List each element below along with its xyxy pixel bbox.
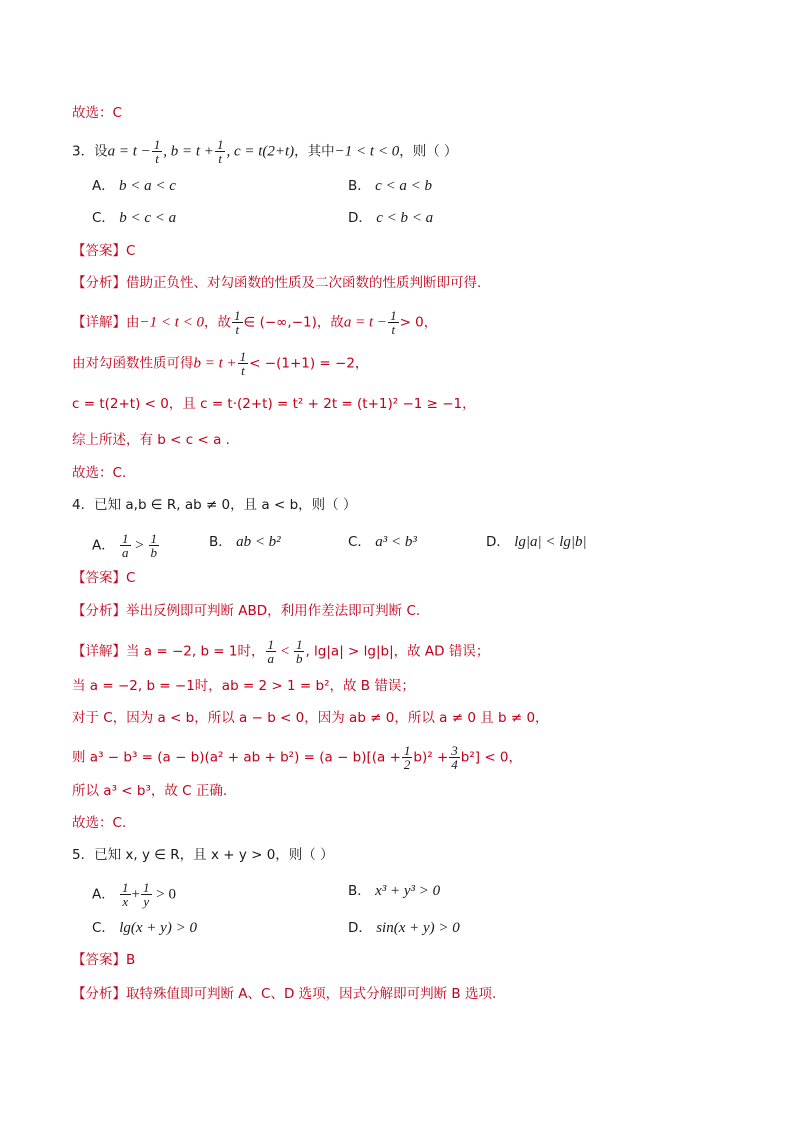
q3-choose: 故选：C. <box>72 465 127 481</box>
q5-analysis: 【分析】取特殊值即可判断 A、C、D 选项，因式分解即可判断 B 选项. <box>72 986 497 1002</box>
q4-option-b[interactable]: B． ab < b² <box>209 534 281 550</box>
q4-detail-line-5: 所以 a³ < b³，故 C 正确. <box>72 783 228 799</box>
q4-detail-line-2: 当 a = −2, b = −1时，ab = 2 > 1 = b²，故 B 错误； <box>72 678 415 694</box>
q3-detail-line-1: 【详解】由−1 < t < 0，故 $\frac{1}{t}$ ∈ (−∞,−1)，故a = t − $\frac{1}{t}$ > 0， <box>72 308 438 337</box>
q3-answer: 【答案】C <box>72 243 136 259</box>
q4-analysis: 【分析】举出反例即可判断 ABD，利用作差法即可判断 C. <box>72 603 421 619</box>
q3-option-a[interactable]: A． b < a < c <box>92 178 176 194</box>
q5-answer: 【答案】B <box>72 952 136 968</box>
q5-option-b[interactable]: B． x³ + y³ > 0 <box>348 883 441 899</box>
q4-option-a[interactable]: A． $\frac{1}{a}$ > $\frac{1}{b}$ <box>92 531 158 560</box>
q4-choose: 故选：C. <box>72 815 127 831</box>
q5-option-a[interactable]: A． $\frac{1}{x}$ + $\frac{1}{y}$ > 0 <box>92 880 176 909</box>
q4-stem: 4．已知 a,b ∈ R, ab ≠ 0，且 a < b，则（ ） <box>72 497 357 513</box>
q3-detail-line-4: 综上所述，有 b < c < a . <box>72 432 230 448</box>
q4-detail-line-3: 对于 C，因为 a < b，所以 a − b < 0，因为 ab ≠ 0，所以 a ≠ 0 且 b ≠ 0， <box>72 710 549 726</box>
q3-option-c[interactable]: C． b < c < a <box>92 210 177 226</box>
q4-detail-line-1: 【详解】当 a = −2, b = 1时， $\frac{1}{a}$ < $\frac{1}{b}$ , lg|a| > lg|b|，故 AD 错误； <box>72 637 490 666</box>
q3-option-b[interactable]: B． c < a < b <box>348 178 432 194</box>
q3-detail-line-2: 由对勾函数性质可得b = t + $\frac{1}{t}$ < −(1+1) = −2， <box>72 349 369 378</box>
q3-stem: 3．设a = t − $\frac{1}{t}$ , b = t + $\frac{1}{t}$ , c = t(2+t)，其中−1 < t < 0，则（ ） <box>72 137 458 166</box>
q5-option-c[interactable]: C． lg(x + y) > 0 <box>92 920 197 936</box>
q3-option-d[interactable]: D． c < b < a <box>348 210 434 226</box>
q3-analysis: 【分析】借助正负性、对勾函数的性质及二次函数的性质判断即可得. <box>72 275 482 291</box>
q4-detail-line-4: 则 a³ − b³ = (a − b)(a² + ab + b²) = (a − b)[(a + $\frac{1}{2}$ b)² + $\frac{3}{4}$ b²] < 0， <box>72 743 523 772</box>
q4-option-d[interactable]: D． lg|a| < lg|b| <box>486 534 587 550</box>
q5-option-d[interactable]: D． sin(x + y) > 0 <box>348 920 460 936</box>
q5-stem: 5．已知 x, y ∈ R，且 x + y > 0，则（ ） <box>72 847 334 863</box>
q4-answer: 【答案】C <box>72 570 136 586</box>
q3-detail-line-3: c = t(2+t) < 0，且 c = t·(2+t) = t² + 2t = (t+1)² −1 ≥ −1， <box>72 396 476 412</box>
q4-option-c[interactable]: C． a³ < b³ <box>348 534 417 550</box>
q2-choose: 故选：C <box>72 105 122 121</box>
